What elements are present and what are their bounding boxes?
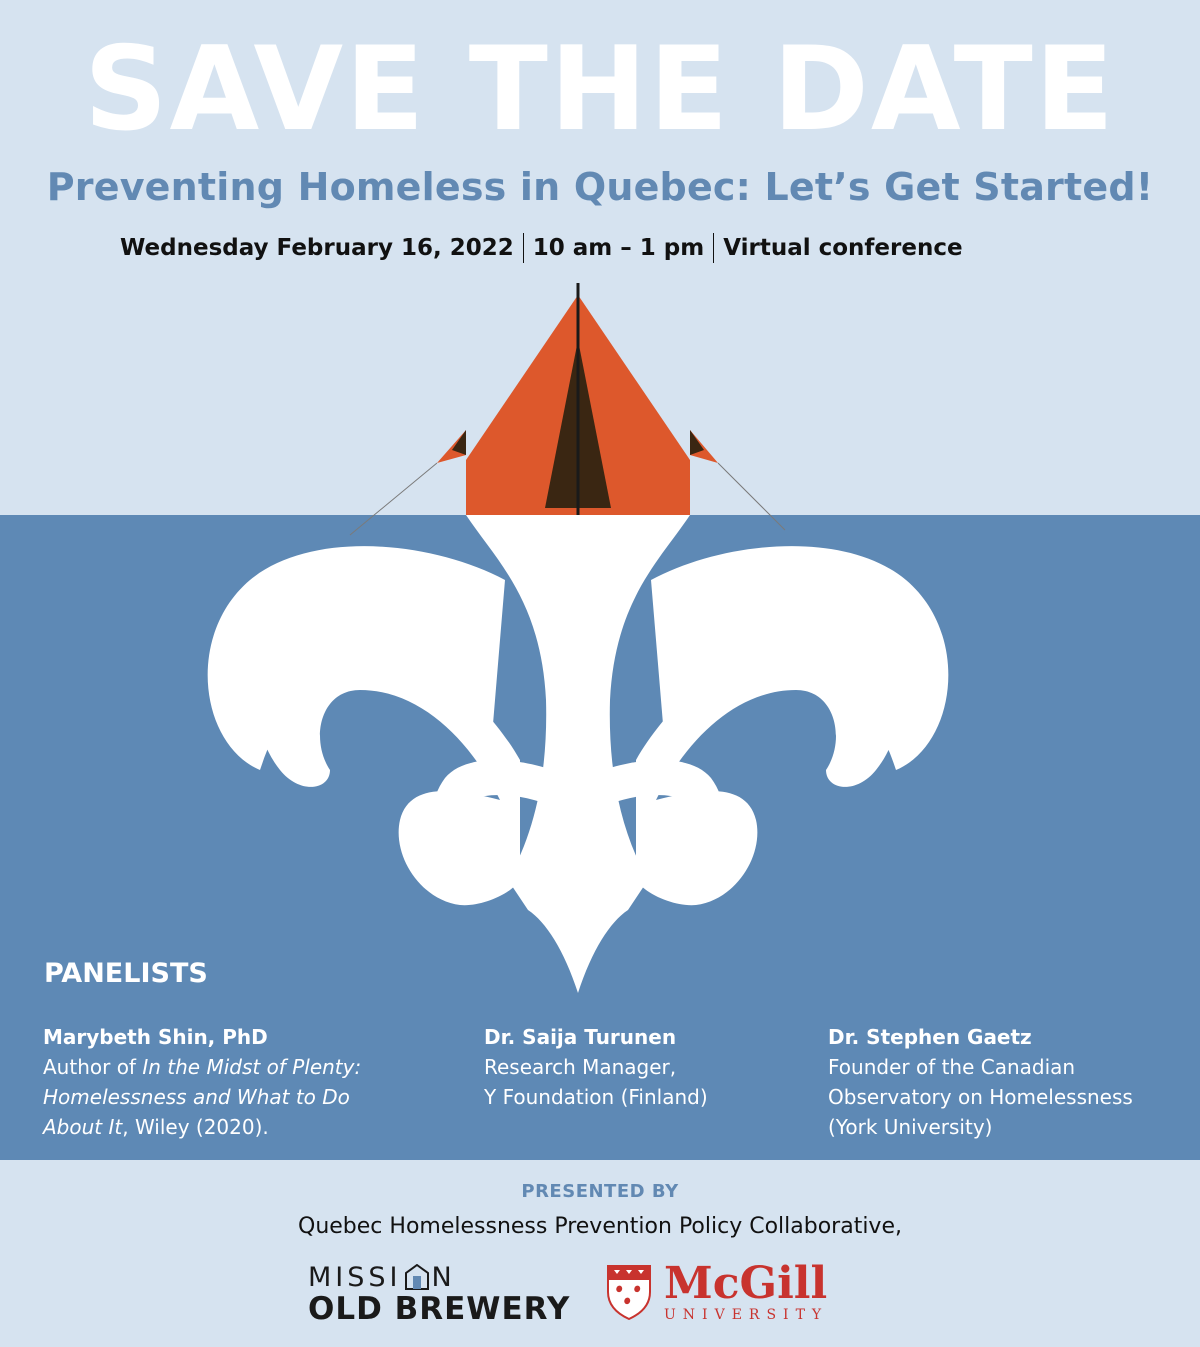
desc-prefix: Author of: [43, 1055, 143, 1079]
mcgill-wordmark: [664, 1258, 829, 1323]
mission-house-icon: [405, 1264, 429, 1290]
panelist-marybeth-shin: [43, 1022, 443, 1142]
panelist-org: Y Foundation (Finland): [484, 1085, 708, 1109]
save-the-date-headline: SAVE THE DATE: [83, 22, 1117, 157]
mcgill-name: McGill: [664, 1258, 828, 1309]
mission-logo-line1: [308, 1264, 570, 1291]
book-title: About It: [43, 1115, 123, 1139]
panelist-description: [43, 1082, 443, 1112]
event-title: Preventing Homeless in Quebec: Let’s Get Started!: [46, 165, 1154, 209]
panelist-stephen-gaetz: [828, 1022, 1188, 1142]
desc-suffix: , Wiley (2020).: [122, 1115, 269, 1139]
panelist-name: Marybeth Shin, PhD: [43, 1025, 268, 1049]
panelist-name: Dr. Saija Turunen: [484, 1025, 677, 1049]
panelists-heading: PANELISTS: [44, 958, 208, 989]
fleur-de-lis-icon: [208, 515, 949, 993]
panelist-description: [43, 1112, 443, 1142]
panelist-org: (York University): [828, 1115, 993, 1139]
mcgill-logo: [606, 1258, 829, 1323]
mcgill-crest-icon: [606, 1264, 652, 1320]
panelist-name: Dr. Stephen Gaetz: [828, 1025, 1032, 1049]
mission-logo-line2: OLD BREWERY: [308, 1291, 571, 1327]
collaborative-name: Quebec Homelessness Prevention Policy Collaborative,: [298, 1214, 902, 1239]
mission-logo-text: N: [431, 1262, 456, 1293]
book-title: Homelessness and What to Do: [43, 1085, 350, 1109]
panelist-role: Founder of the Canadian: [828, 1055, 1076, 1079]
presented-by-label: PRESENTED BY: [521, 1181, 679, 1202]
panelist-saija-turunen: [484, 1022, 784, 1112]
mcgill-university: UNIVERSITY: [664, 1307, 829, 1323]
book-title: In the Midst of Plenty:: [142, 1055, 362, 1079]
mission-logo-text: MISSI: [308, 1262, 402, 1293]
panelist-role: Research Manager,: [484, 1055, 677, 1079]
mission-old-brewery-logo: [308, 1264, 570, 1325]
tent-icon: [350, 283, 785, 535]
event-time: 10 am – 1 pm: [532, 235, 705, 261]
event-format: Virtual conference: [723, 235, 963, 261]
panelist-role: Observatory on Homelessness: [828, 1085, 1133, 1109]
panelist-description: [43, 1052, 443, 1082]
event-date: Wednesday February 16, 2022: [120, 235, 514, 261]
